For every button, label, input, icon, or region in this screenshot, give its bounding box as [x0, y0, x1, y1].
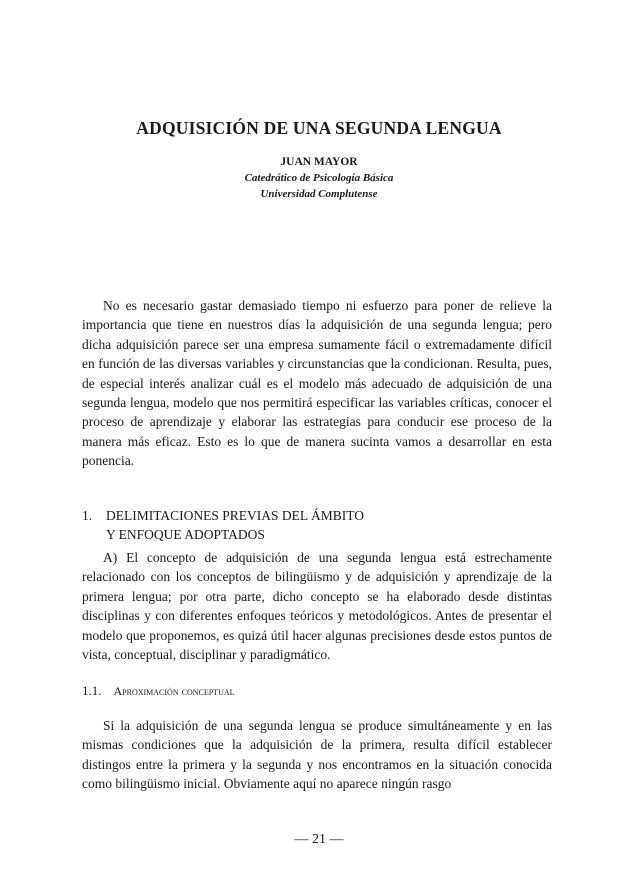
- subsection-heading-1-1: [82, 683, 235, 699]
- section-title-line-1: DELIMITACIONES PREVIAS DEL ÁMBITO: [106, 508, 365, 523]
- author-institution: Universidad Complutense: [260, 188, 378, 200]
- author-name: JUAN MAYOR: [280, 156, 358, 168]
- section-title-line-2: Y ENFOQUE ADOPTADOS: [106, 527, 265, 542]
- subsection-number: 1.1.: [82, 683, 102, 698]
- page-number: — 21 —: [294, 832, 344, 847]
- section-heading-1: [82, 506, 364, 544]
- section-number: 1.: [82, 508, 93, 523]
- paragraph-a: A) El concepto de adquisición de una segunda lengua está estrechamente relacionado con los conceptos de bilingüismo y de adquisición y aprendizaje de la primera lengua; por otra parte, dicho concepto se ha elaborado desde distintas disciplinas y con diferentes enfoques teóricos y metodológicos. Antes de presentar el modelo que proponemos, es quizá útil hacer algunas precisiones desde estos puntos de vista, conceptual, disciplinar y paradigmático.: [82, 550, 552, 663]
- subsection-title: Aproximación conceptual: [113, 684, 235, 698]
- paragraph-1-1: Si la adquisición de una segunda lengua se produce simultáneamente y en las mismas condiciones que la adquisición de la primera, resulta difícil establecer distingos entre la primera y la segunda y nos encontramos en la situación conocida como bilingüismo inicial. Obviamente aquí no aparece ningún rasgo: [82, 718, 552, 792]
- author-position: Catedrático de Psicología Básica: [244, 172, 394, 184]
- paper-title: ADQUISICIÓN DE UNA SEGUNDA LENGUA: [136, 118, 502, 138]
- intro-paragraph: No es necesario gastar demasiado tiempo ni esfuerzo para poner de relieve la importancia que tiene en nuestros días la adquisición de una segunda lengua; pero dicha adquisición parece ser una empresa sumamente fácil o extremadamente difícil en función de las diversas variables y circunstancias que la condicionan. Resulta, pues, de especial interés analizar cuál es el modelo más adecuado de adquisición de una segunda lengua, modelo que nos permitirá especificar las variables críticas, conocer el proceso de aprendizaje y elaborar las estrategias para conducir ese proceso de la manera más eficaz. Esto es lo que de manera sucinta vamos a desarrollar en esta ponencia.: [82, 298, 552, 469]
